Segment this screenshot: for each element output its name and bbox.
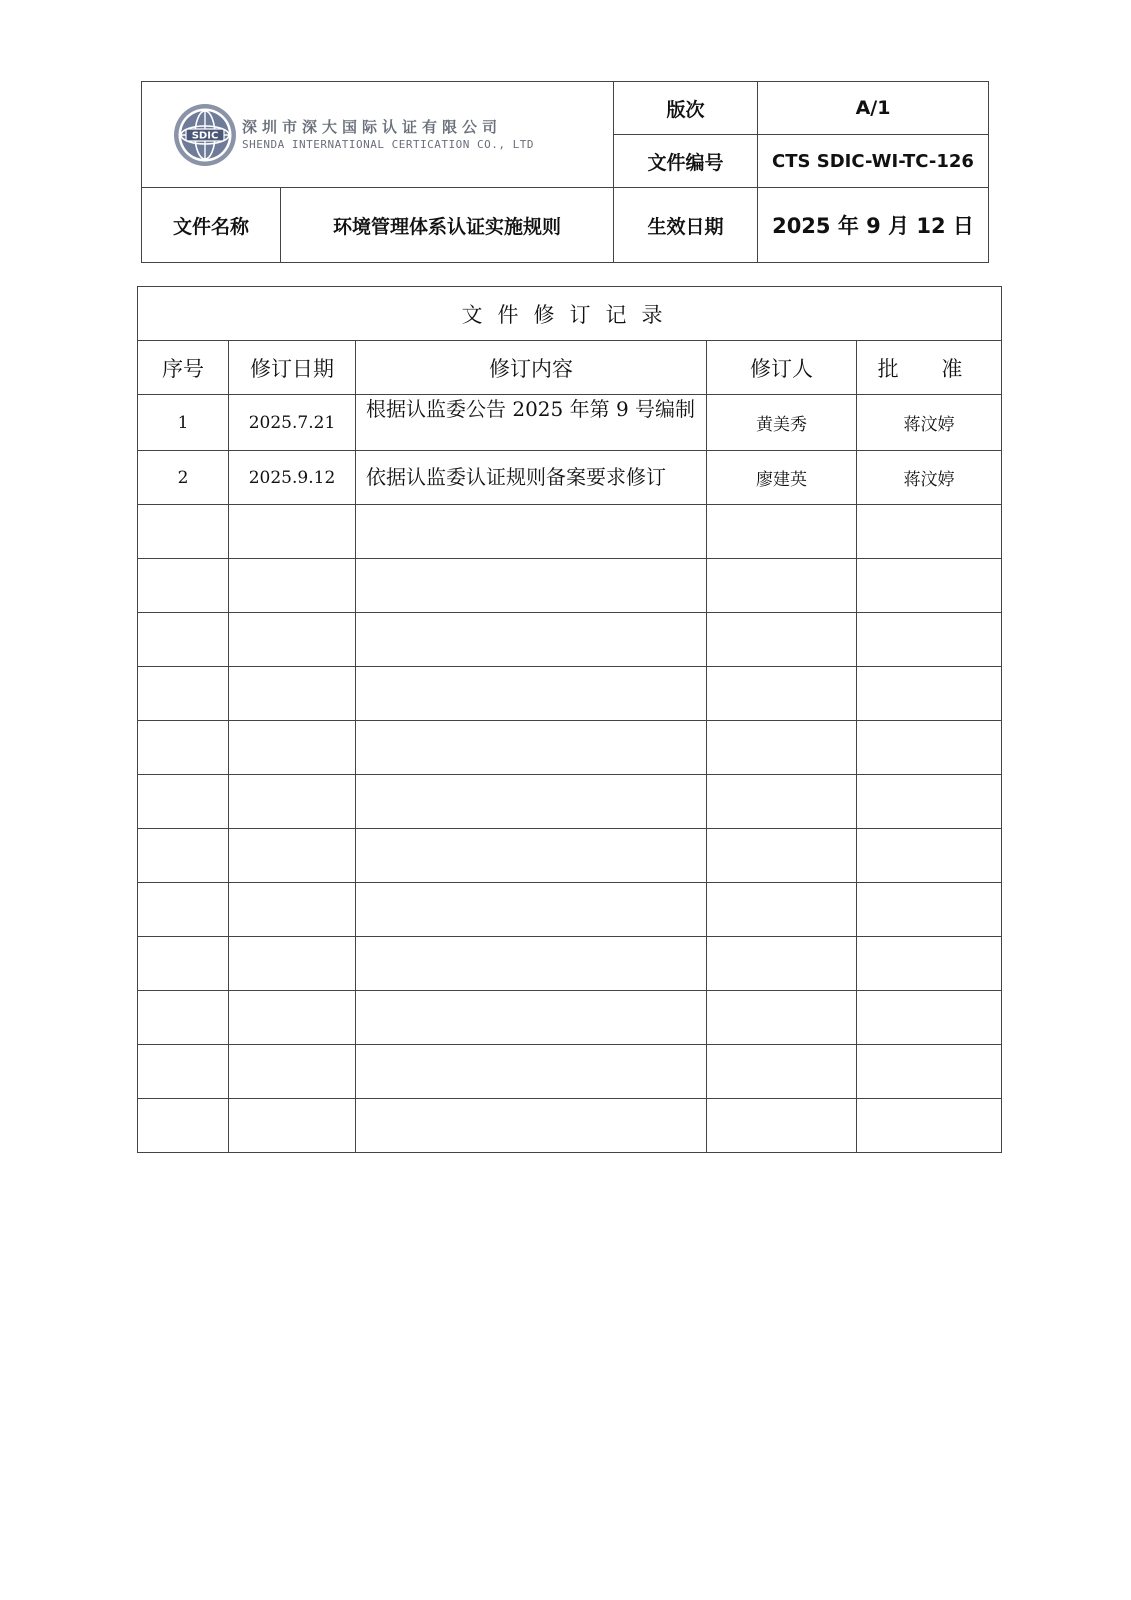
cell-reviser [707,883,857,937]
cell-seq [138,937,229,991]
table-row [138,937,1002,991]
cell-seq [138,829,229,883]
company-logo-cell [142,82,614,188]
company-name-cn: 深圳市深大国际认证有限公司 [242,117,503,136]
table-row [138,775,1002,829]
cell-approver [857,1099,1002,1153]
cell-reviser [707,721,857,775]
cell-content [356,667,707,721]
revision-table-title: 文件修订记录 [138,287,1002,341]
table-row [138,991,1002,1045]
cell-reviser: 黄美秀 [707,395,857,451]
cell-approver [857,775,1002,829]
cell-approver [857,721,1002,775]
cell-seq [138,505,229,559]
cell-content [356,775,707,829]
cell-reviser [707,775,857,829]
cell-content [356,1045,707,1099]
table-row [138,613,1002,667]
cell-reviser [707,829,857,883]
cell-approver [857,505,1002,559]
effective-date-value: 2025 年 9 月 12 日 [758,188,989,263]
document-header-table [141,81,989,263]
cell-date [229,1099,356,1153]
cell-reviser [707,1045,857,1099]
cell-reviser [707,613,857,667]
cell-content [356,559,707,613]
cell-reviser [707,559,857,613]
cell-seq [138,721,229,775]
cell-approver [857,613,1002,667]
logo-abbrev-label: SDIC [191,130,219,141]
cell-approver [857,937,1002,991]
table-row [138,505,1002,559]
cell-seq [138,559,229,613]
column-header-content: 修订内容 [356,341,707,395]
cell-content [356,505,707,559]
cell-reviser [707,667,857,721]
doc-name-value: 环境管理体系认证实施规则 [281,188,614,263]
cell-date [229,937,356,991]
cell-date [229,559,356,613]
column-header-date: 修订日期 [229,341,356,395]
cell-date [229,667,356,721]
cell-content [356,991,707,1045]
cell-reviser [707,505,857,559]
revision-table-header-row [138,341,1002,395]
cell-approver [857,829,1002,883]
cell-seq [138,775,229,829]
column-header-reviser: 修订人 [707,341,857,395]
cell-reviser [707,1099,857,1153]
company-logo-icon [172,102,238,168]
table-row [138,395,1002,451]
doc-number-label: 文件编号 [614,135,758,188]
cell-date: 2025.7.21 [229,395,356,451]
cell-reviser [707,937,857,991]
cell-date [229,829,356,883]
column-header-seq: 序号 [138,341,229,395]
table-row [138,451,1002,505]
doc-name-label: 文件名称 [142,188,281,263]
cell-content [356,613,707,667]
cell-seq [138,1099,229,1153]
table-row [138,1099,1002,1153]
cell-date [229,1045,356,1099]
cell-date [229,883,356,937]
table-row [138,721,1002,775]
cell-approver [857,883,1002,937]
company-name-en: SHENDA INTERNATIONAL CERTICATION CO., LTD [242,137,535,151]
cell-approver [857,667,1002,721]
cell-seq [138,667,229,721]
doc-number-value: CTS SDIC-WI-TC-126 [758,135,989,188]
cell-date [229,721,356,775]
table-row [138,883,1002,937]
cell-content [356,451,707,505]
cell-seq [138,613,229,667]
cell-content [356,1099,707,1153]
column-header-approval: 批 准 [857,341,1002,395]
cell-seq: 1 [138,395,229,451]
table-row [138,559,1002,613]
cell-content-text: 根据认监委公告 2025 年第 9 号编制 [366,397,696,421]
cell-date [229,505,356,559]
cell-approver: 蒋汶婷 [857,395,1002,451]
cell-content [356,395,707,451]
cell-date [229,775,356,829]
revision-record-table [137,286,1002,1153]
table-row [138,829,1002,883]
cell-approver: 蒋汶婷 [857,451,1002,505]
cell-approver [857,1045,1002,1099]
cell-content-text: 依据认监委认证规则备案要求修订 [366,465,666,489]
cell-date [229,613,356,667]
version-label: 版次 [614,82,758,135]
cell-seq [138,991,229,1045]
cell-content [356,829,707,883]
cell-approver [857,991,1002,1045]
cell-seq [138,883,229,937]
cell-content [356,937,707,991]
effective-date-label: 生效日期 [614,188,758,263]
cell-content [356,883,707,937]
cell-reviser [707,991,857,1045]
cell-approver [857,559,1002,613]
cell-content [356,721,707,775]
cell-date: 2025.9.12 [229,451,356,505]
table-row [138,667,1002,721]
cell-seq [138,1045,229,1099]
cell-date [229,991,356,1045]
cell-seq: 2 [138,451,229,505]
table-row [138,1045,1002,1099]
version-value: A/1 [758,82,989,135]
cell-reviser: 廖建英 [707,451,857,505]
